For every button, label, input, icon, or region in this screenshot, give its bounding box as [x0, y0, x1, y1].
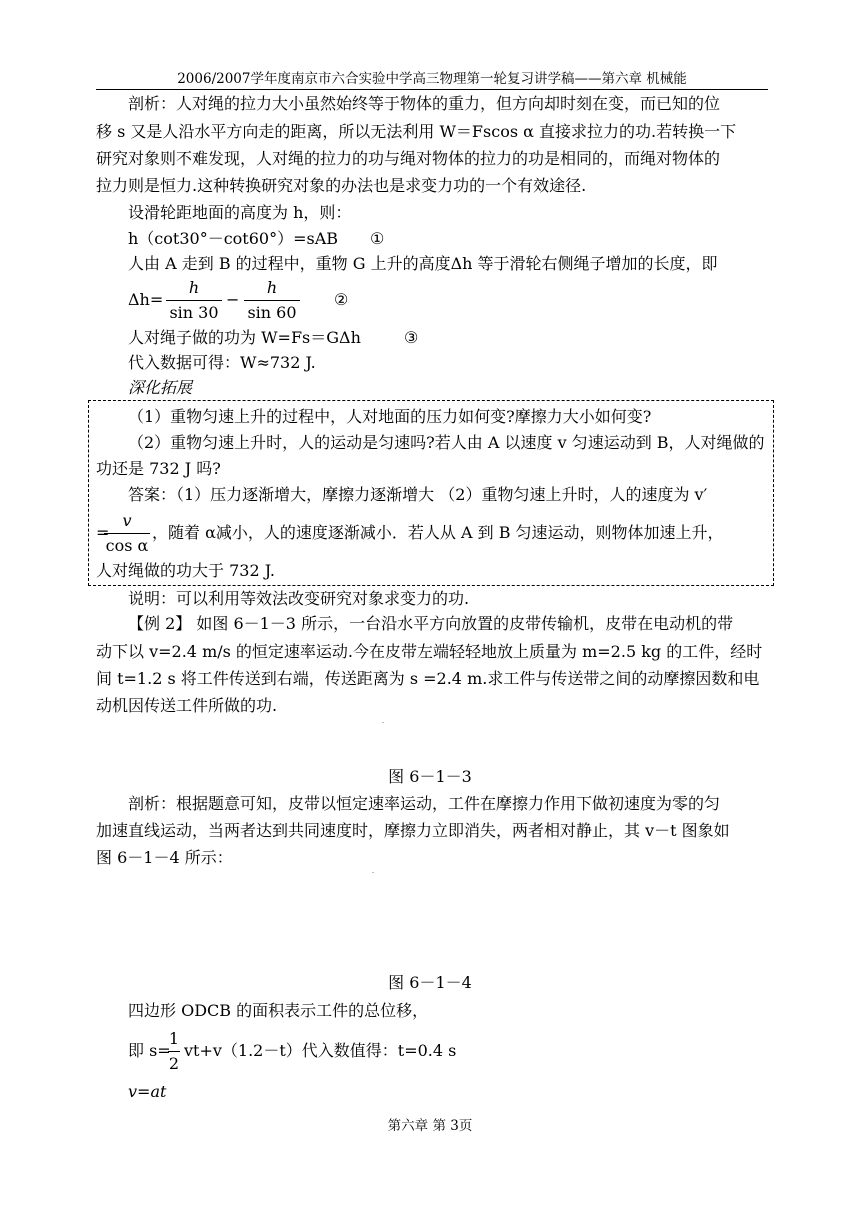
analysis2-line-2: 加速直线运动，当两者达到共同速度时，摩擦力立即消失，两者相对静止，其 v－t 图象如 — [96, 821, 730, 840]
equation-1-mark: ① — [370, 229, 385, 248]
analysis2-line-1: 剖析：根据题意可知，皮带以恒定速率运动，工件在摩擦力作用下做初速度为零的匀 — [128, 794, 721, 813]
running-header: 2006/2007学年度南京市六合实验中学高三物理第一轮复习讲学稿——第六章 机械能 — [177, 71, 687, 87]
analysis-line-3: 研究对象则不难发现，人对绳的拉力的功与绳对物体的拉力的功是相同的，而绳对物体的 — [96, 149, 721, 168]
equation-2-minus: − — [226, 290, 240, 309]
box-answer-a: 答案：（1）压力逐渐增大，摩擦力逐渐增大 （2）重物匀速上升时，人的速度为 v′ — [128, 485, 708, 504]
example2-line-3: 间 t=1.2 s 将工件传送到右端，传送距离为 s =2.4 m.求工件与传送带之间的动摩擦因数和电 — [96, 669, 760, 688]
rise-line: 人由 A 走到 B 的过程中，重物 G 上升的高度Δh 等于滑轮右侧绳子增加的长度，即 — [128, 254, 718, 273]
equation-3-mark: ③ — [404, 328, 419, 347]
answer-fraction-bar — [104, 533, 150, 534]
fraction-2-bar — [244, 300, 300, 301]
fraction-1-denominator: sin 30 — [169, 303, 219, 322]
half-numerator: 1 — [168, 1029, 180, 1048]
analysis-line-4: 拉力则是恒力.这种转换研究对象的办法也是求变力功的一个有效途径. — [96, 176, 587, 195]
answer-fraction-denominator: cos α — [105, 536, 149, 555]
equation-4-rest: vt+v（1.2－t）代入数值得：t=0.4 s — [184, 1041, 457, 1060]
analysis-line-2: 移 s 又是人沿水平方向走的距离，所以无法利用 W＝Fscos α 直接求拉力的功.若转换一下 — [96, 122, 737, 141]
box-question-2a: （2）重物匀速上升时，人的运动是匀速吗?若人由 A 以速度 v 匀速运动到 B，人对绳做的 — [128, 433, 765, 452]
example2-line-2: 动下以 v=2.4 m/s 的恒定速率运动.今在皮带左端轻轻地放上质量为 m=2.5 kg 的工件，经时 — [96, 642, 763, 661]
equation-4-prefix: 即 s= — [128, 1041, 171, 1060]
quadrilateral-line: 四边形 ODCB 的面积表示工件的总位移， — [128, 1001, 429, 1020]
equation-3: 人对绳子做的功为 W=Fs＝GΔh — [128, 328, 361, 347]
answer-fraction-numerator: v — [122, 511, 132, 530]
figure-placeholder-dot — [382, 722, 384, 723]
fraction-1-bar — [166, 300, 222, 301]
header-rule — [96, 89, 768, 90]
half-bar — [168, 1051, 180, 1052]
fraction-1-numerator: h — [188, 278, 200, 297]
example2-line-1: 【例 2】 如图 6－1－3 所示，一台沿水平方向放置的皮带传输机，皮带在电动机的带 — [128, 614, 734, 633]
note-line: 说明：可以利用等效法改变研究对象求变力的功. — [128, 589, 470, 608]
box-answer-b: ，随着 α减小，人的速度逐渐减小．若人从 A 到 B 匀速运动，则物体加速上升， — [152, 523, 724, 542]
equation-2-lhs: Δh= — [128, 290, 164, 309]
figure-6-1-3-caption: 图 6－1－3 — [388, 767, 472, 786]
box-question-2b: 功还是 732 J 吗? — [96, 459, 221, 478]
equation-1: h（cot30°－cot60°）=sAB — [128, 229, 339, 248]
result-line: 代入数据可得：W≈732 J. — [128, 353, 316, 372]
half-denominator: 2 — [168, 1054, 180, 1073]
example2-line-4: 动机因传送工件所做的功. — [96, 696, 278, 715]
equation-4-fraction — [168, 1029, 180, 1074]
analysis2-line-3: 图 6－1－4 所示： — [96, 848, 233, 867]
fraction-2-denominator: sin 60 — [247, 303, 297, 322]
equation-5: v=at — [128, 1082, 167, 1101]
box-answer-fraction — [104, 511, 150, 556]
figure-6-1-4-caption: 图 6－1－4 — [388, 973, 472, 992]
box-question-1: （1）重物匀速上升的过程中，人对地面的压力如何变?摩擦力大小如何变? — [128, 407, 652, 426]
box-answer-eq: = — [96, 523, 110, 542]
setup-line: 设滑轮距地面的高度为 h，则： — [128, 203, 352, 222]
equation-2-fraction-2 — [244, 278, 300, 323]
equation-2-mark: ② — [334, 290, 349, 309]
analysis-line-1: 剖析：人对绳的拉力大小虽然始终等于物体的重力，但方向却时刻在变，而已知的位 — [128, 94, 721, 113]
equation-2-fraction-1 — [166, 278, 222, 323]
figure-placeholder-dot — [372, 872, 374, 873]
fraction-2-numerator: h — [266, 278, 278, 297]
box-answer-c: 人对绳做的功大于 732 J. — [96, 561, 275, 580]
deepen-title: 深化拓展 — [128, 378, 193, 397]
page-footer: 第六章 第 3页 — [387, 1118, 473, 1134]
